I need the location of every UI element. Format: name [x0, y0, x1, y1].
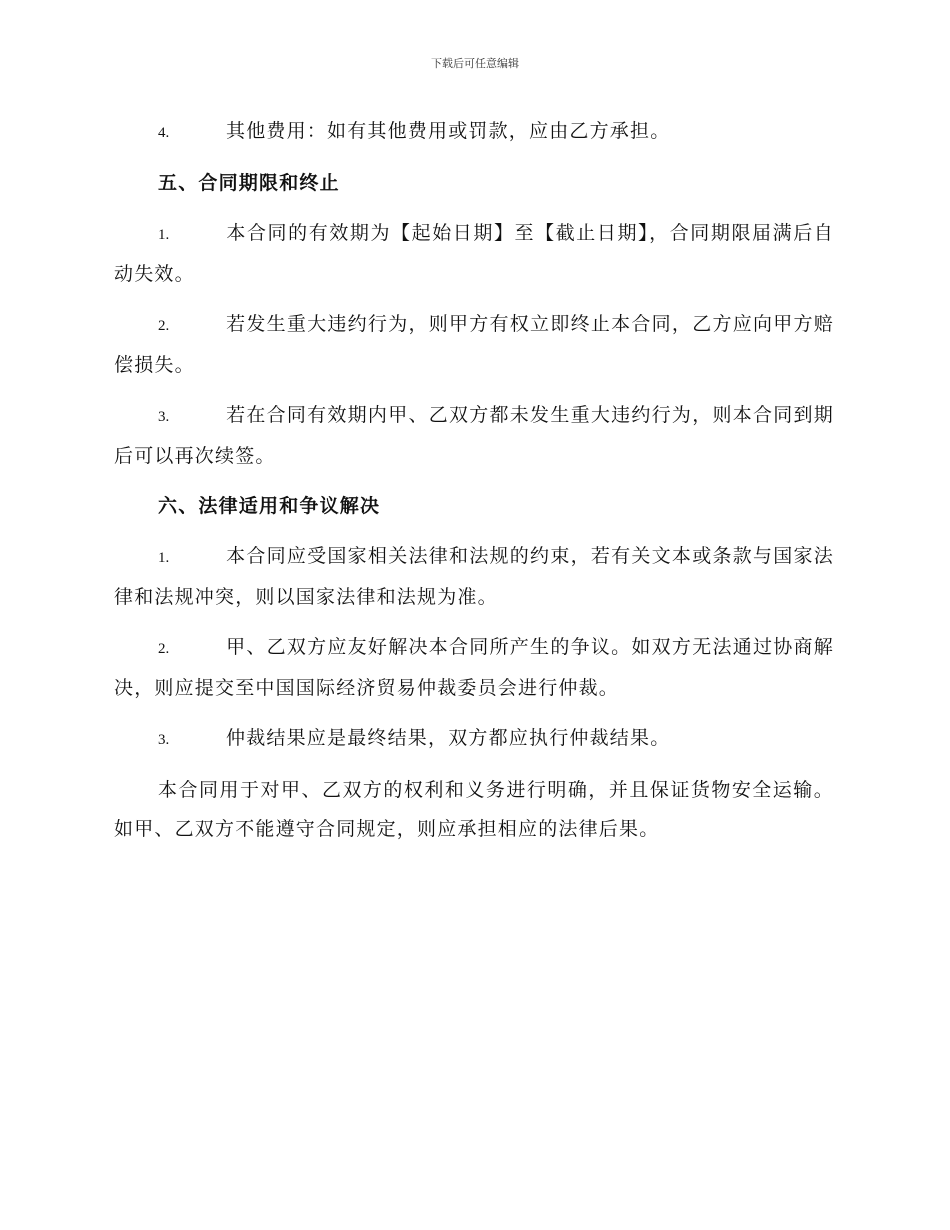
clause-text: 其他费用：如有其他费用或罚款，应由乙方承担。	[226, 120, 671, 142]
clause-number: 1.	[158, 550, 170, 566]
document-body	[114, 112, 834, 849]
section-heading-term: 五、合同期限和终止	[158, 172, 340, 194]
clause-number: 3.	[158, 732, 170, 748]
clause-text: 若在合同有效期内甲、乙双方都未发生重大违约行为，则本合同到期后可以再次续签。	[114, 404, 834, 467]
section-heading-law: 六、法律适用和争议解决	[158, 495, 381, 517]
clause-number: 2.	[158, 641, 170, 657]
clause-term-1	[114, 214, 834, 294]
clause-text: 本合同的有效期为【起始日期】至【截止日期】，合同期限届满后自动失效。	[114, 222, 834, 285]
clause-text: 仲裁结果应是最终结果，双方都应执行仲裁结果。	[226, 727, 671, 749]
clause-law-2	[114, 628, 834, 708]
clause-term-3	[114, 396, 834, 476]
closing-paragraph: 本合同用于对甲、乙双方的权利和义务进行明确，并且保证货物安全运输。如甲、乙双方不能遵守合同规定，则应承担相应的法律后果。	[114, 779, 834, 840]
clause-number: 1.	[158, 227, 170, 243]
page-header-note: 下载后可任意编辑	[431, 57, 519, 70]
clause-text: 若发生重大违约行为，则甲方有权立即终止本合同，乙方应向甲方赔偿损失。	[114, 313, 834, 376]
clause-text: 甲、乙双方应友好解决本合同所产生的争议。如双方无法通过协商解决，则应提交至中国国际经济贸易仲裁委员会进行仲裁。	[114, 636, 834, 699]
clause-law-3	[114, 719, 834, 760]
clause-number: 2.	[158, 318, 170, 334]
clause-term-2	[114, 305, 834, 385]
clause-other-fees	[114, 112, 834, 153]
clause-law-1	[114, 537, 834, 617]
clause-number: 3.	[158, 409, 170, 425]
clause-text: 本合同应受国家相关法律和法规的约束，若有关文本或条款与国家法律和法规冲突，则以国家法律和法规为准。	[114, 545, 834, 608]
clause-number: 4.	[158, 125, 170, 141]
